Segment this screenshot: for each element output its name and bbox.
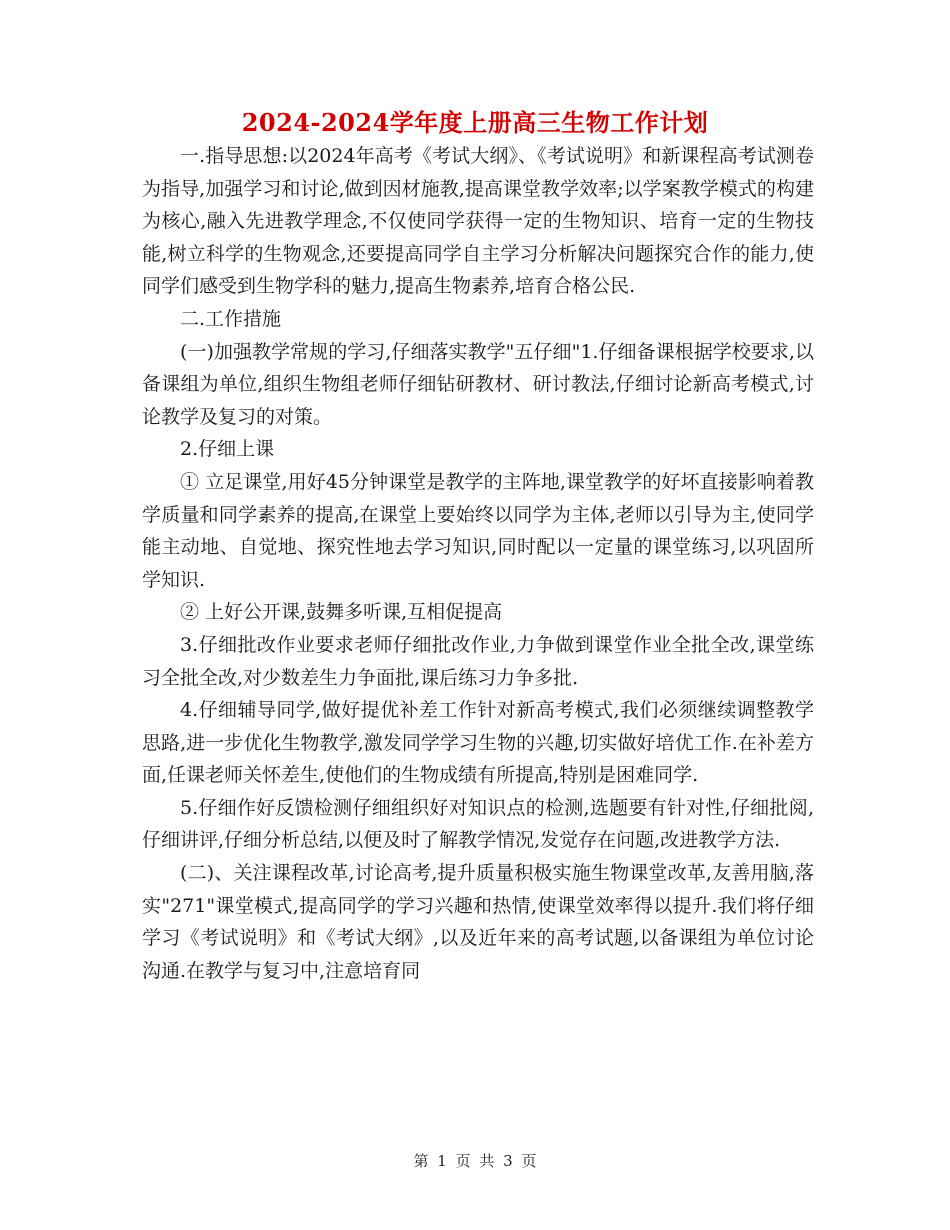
paragraph-open-lessons: ② 上好公开课,鼓舞多听课,互相促提高 (180, 601, 503, 624)
paragraph-tutoring: 4.仔细辅导同学,做好提优补差工作针对新高考模式,我们必须继续调整教学思路,进一步优化生物教学,激发同学学习生物的兴趣,切实做好培优工作.在补差方面,任课老师关怀差生,使他们的生物成绩有所提高,特别是困难同学. (142, 699, 814, 787)
page-number-footer: 第 1 页 共 3 页 (413, 1152, 537, 1170)
paragraph-classroom-focus: ① 立足课堂,用好45分钟课堂是教学的主阵地,课堂教学的好坏直接影响着教学质量和同学素养的提高,在课堂上要始终以同学为主体,老师以引导为主,使同学能主动地、自觉地、探究性地去学习知识,同时配以一定量的课堂练习,以巩固所学知识. (142, 470, 814, 591)
document-title: 2024-2024学年度上册高三生物工作计划 (241, 108, 709, 137)
paragraph-homework-correction: 3.仔细批改作业要求老师仔细批改作业,力争做到课堂作业全批全改,课堂练习全批全改,对少数差生力争面批,课后练习力争多批. (142, 633, 814, 689)
paragraph-feedback-testing: 5.仔细作好反馈检测仔细组织好对知识点的检测,选题要有针对性,仔细批阅,仔细讲评,仔细分析总结,以便及时了解教学情况,发觉存在问题,改进教学方法. (142, 796, 814, 852)
paragraph-guiding-thought: 一.指导思想:以2024年高考《考试大纲》、《考试说明》和新课程高考试测卷为指导,加强学习和讨论,做到因材施教,提高课堂教学效率;以学案教学模式的构建为核心,融入先进教学理念,不仅使同学获得一定的生物知识、培育一定的生物技能,树立科学的生物观念,还要提高同学自主学习分析解决问题探究合作的能力,使同学们感受到生物学科的魅力,提高生物素养,培育合格公民. (142, 145, 814, 298)
paragraph-work-measures-heading: 二.工作措施 (180, 307, 282, 330)
paragraph-curriculum-reform: (二)、关注课程改革,讨论高考,提升质量积极实施生物课堂改革,友善用脑,落实"271"课堂模式,提高同学的学习兴趣和热情,使课堂效率得以提升.我们将仔细学习《考试说明》和《考试大纲》,以及近年来的高考试题,以备课组为单位讨论沟通.在教学与复习中,注意培育同 (142, 862, 814, 982)
paragraph-section-one: (一)加强教学常规的学习,仔细落实教学"五仔细"1.仔细备课根据学校要求,以备课组为单位,组织生物组老师仔细钻研教材、研讨教法,仔细讨论新高考模式,讨论教学及复习的对策。 (142, 340, 814, 428)
document-body (142, 140, 814, 987)
paragraph-careful-lessons: 2.仔细上课 (180, 438, 275, 461)
